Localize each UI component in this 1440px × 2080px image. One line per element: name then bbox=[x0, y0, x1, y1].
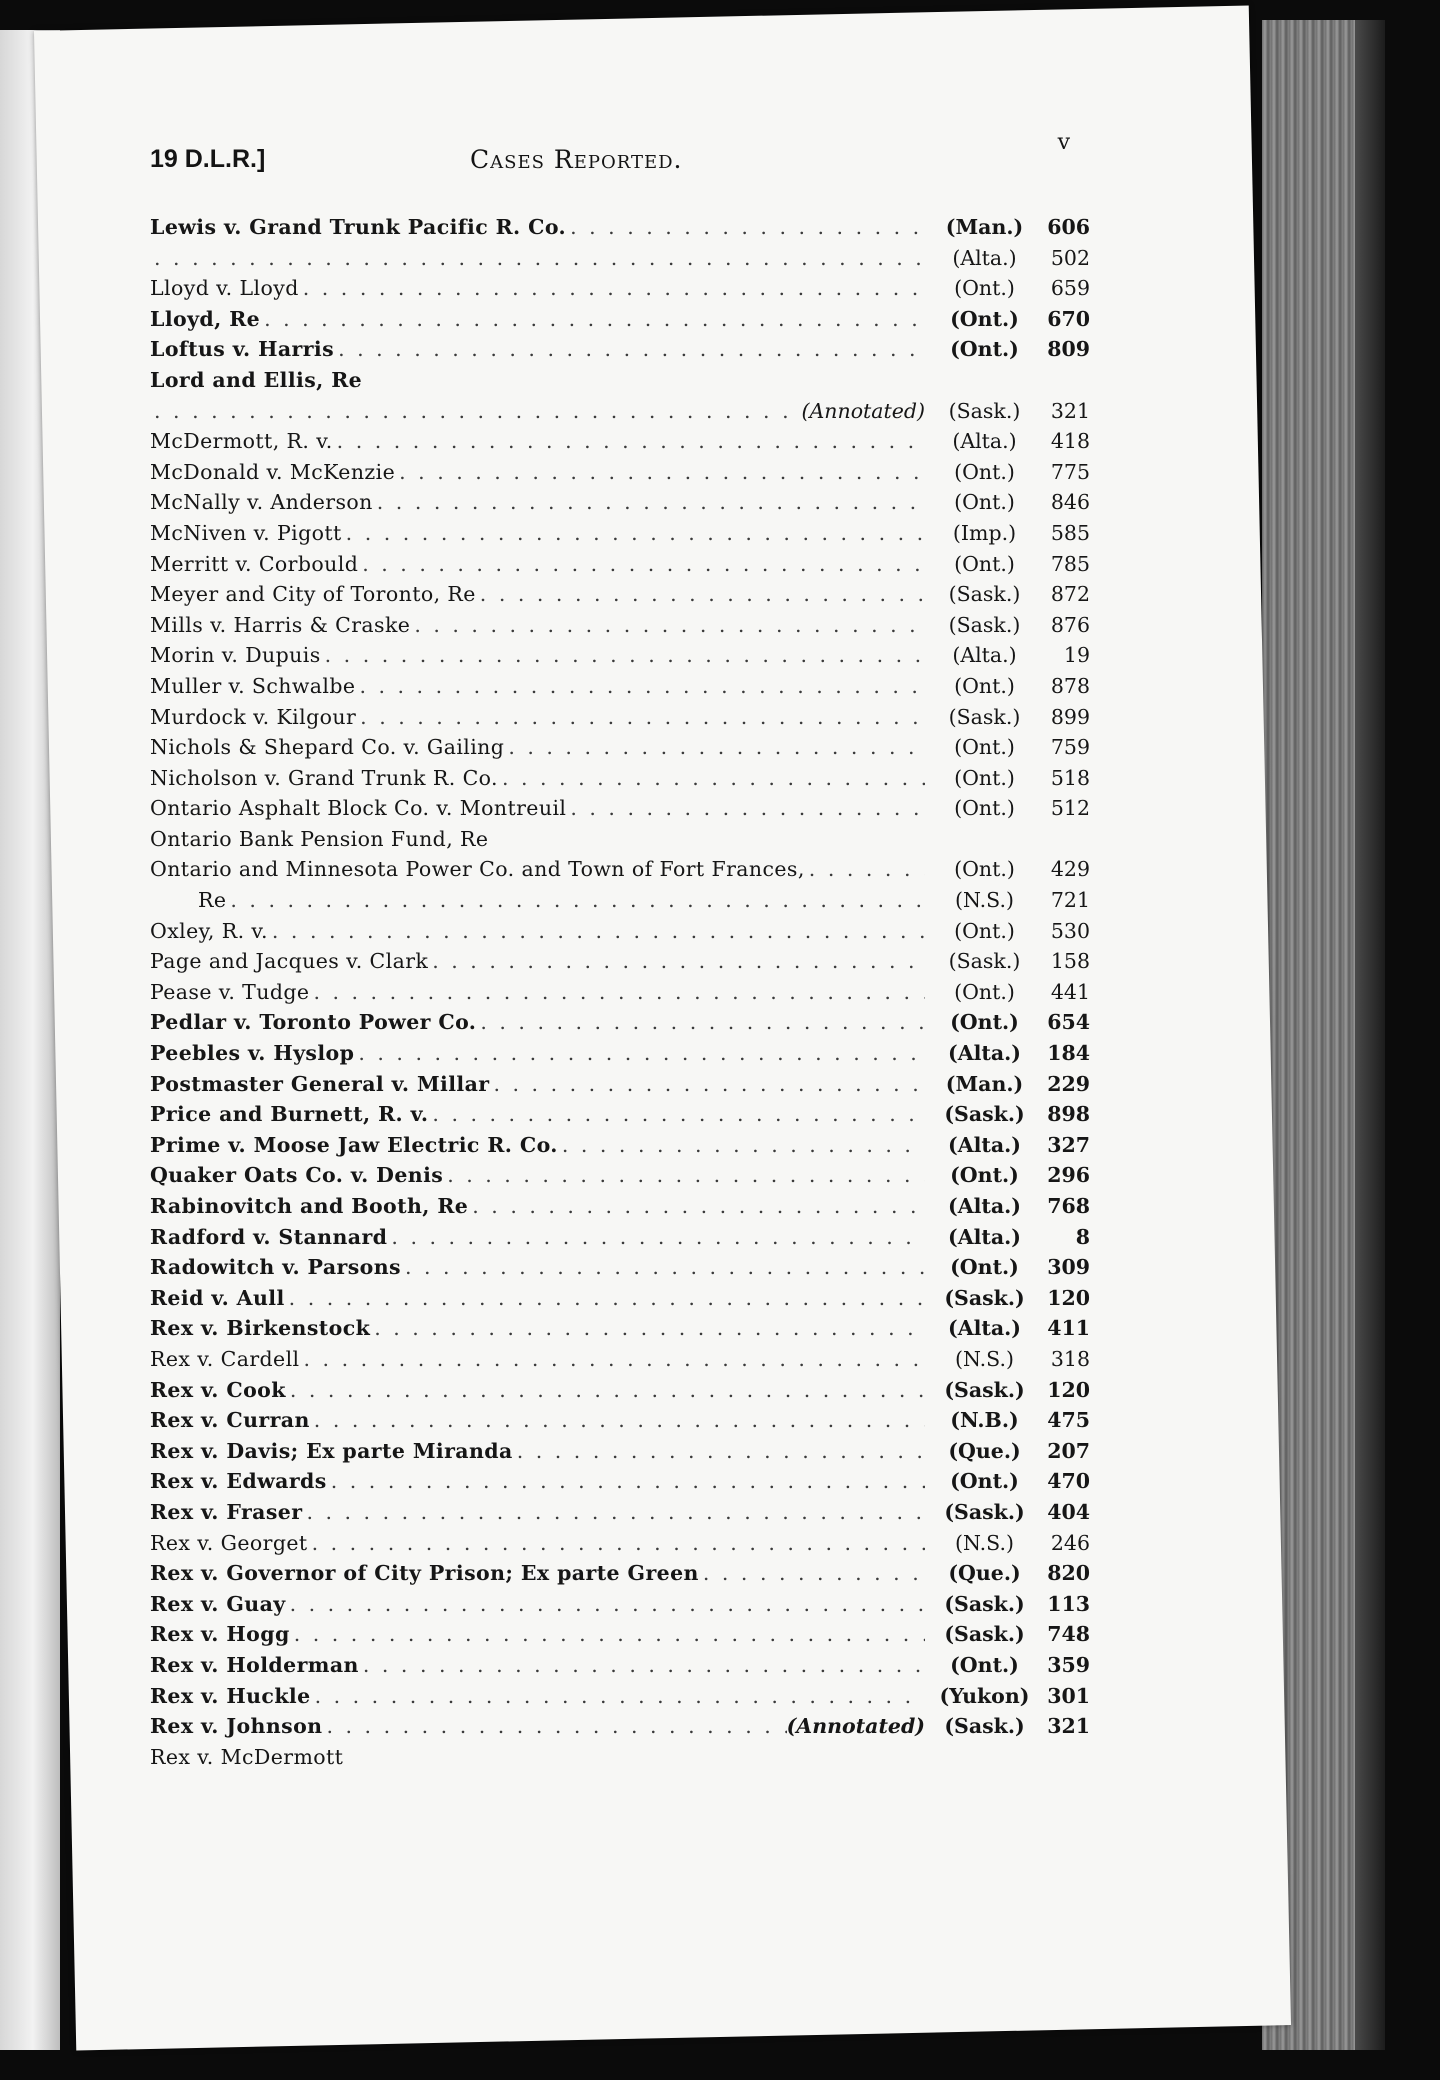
dot-leader bbox=[334, 334, 925, 365]
dot-leader bbox=[286, 1375, 925, 1406]
case-page-number: 898 bbox=[1047, 1102, 1090, 1127]
case-name: Rex v. Huckle bbox=[150, 1683, 311, 1708]
case-province: (Sask.) bbox=[948, 582, 1021, 607]
case-note: (Annotated) bbox=[801, 398, 925, 423]
dot-leader bbox=[342, 518, 925, 549]
case-entry-row bbox=[150, 518, 1090, 549]
dot-leader bbox=[333, 426, 925, 457]
case-province: (Ont.) bbox=[954, 796, 1015, 821]
dot-leader bbox=[308, 1528, 925, 1559]
case-entry-row bbox=[150, 396, 1090, 427]
case-name: McNiven v. Pigott bbox=[150, 520, 342, 545]
case-name: Mills v. Harris & Craske bbox=[150, 612, 411, 637]
case-province: (Ont.) bbox=[950, 337, 1019, 362]
case-page-number: 158 bbox=[1050, 949, 1090, 974]
case-entry-row bbox=[150, 885, 1090, 916]
case-page-number: 846 bbox=[1050, 490, 1090, 515]
case-entry-row bbox=[150, 1558, 1090, 1589]
case-name: Rex v. Edwards bbox=[150, 1469, 327, 1494]
case-name: Page and Jacques v. Clark bbox=[150, 949, 429, 974]
case-entry-row bbox=[150, 1038, 1090, 1069]
case-page-number: 418 bbox=[1050, 429, 1090, 454]
case-name: Rex v. Hogg bbox=[150, 1622, 290, 1647]
dot-leader bbox=[401, 1252, 925, 1283]
case-page-number: 876 bbox=[1050, 612, 1090, 637]
dot-leader bbox=[260, 304, 925, 335]
case-page-number: 721 bbox=[1050, 888, 1090, 913]
case-name: Radford v. Stannard bbox=[150, 1224, 388, 1249]
case-entry-row bbox=[150, 426, 1090, 457]
dot-leader bbox=[468, 1191, 925, 1222]
case-page-number: 184 bbox=[1047, 1041, 1090, 1066]
case-page-number: 207 bbox=[1047, 1438, 1090, 1463]
case-entry-row bbox=[150, 1497, 1090, 1528]
case-province: (Alta.) bbox=[948, 1132, 1021, 1157]
case-province: (Ont.) bbox=[950, 1255, 1019, 1280]
case-entry-row bbox=[150, 916, 1090, 947]
dot-leader bbox=[311, 1681, 925, 1712]
dot-leader bbox=[476, 1007, 925, 1038]
case-entry-row bbox=[150, 365, 1090, 396]
case-page-number: 670 bbox=[1047, 306, 1090, 331]
case-page-number: 120 bbox=[1047, 1377, 1090, 1402]
case-entry-row bbox=[150, 671, 1090, 702]
case-name: Murdock v. Kilgour bbox=[150, 704, 357, 729]
case-note: (Annotated) bbox=[786, 1714, 925, 1739]
dot-leader bbox=[489, 1069, 925, 1100]
dot-leader bbox=[268, 916, 925, 947]
page-numeral: v bbox=[1057, 130, 1070, 155]
case-province: (Sask.) bbox=[948, 949, 1021, 974]
case-name: Ontario Bank Pension Fund, Re bbox=[150, 826, 489, 851]
dot-leader bbox=[359, 1650, 925, 1681]
case-entry-row bbox=[150, 1466, 1090, 1497]
dot-leader bbox=[410, 610, 925, 641]
case-name: Rex v. Cook bbox=[150, 1377, 286, 1402]
case-page-number: 296 bbox=[1047, 1163, 1090, 1188]
case-entry-row bbox=[150, 1405, 1090, 1436]
case-province: (Alta.) bbox=[948, 1041, 1021, 1066]
case-name: Rex v. McDermott bbox=[150, 1744, 344, 1769]
case-page-number: 318 bbox=[1050, 1346, 1090, 1371]
dot-leader bbox=[370, 1313, 925, 1344]
case-page-number: 411 bbox=[1047, 1316, 1090, 1341]
case-entry-row bbox=[150, 824, 1090, 855]
case-province: (Ont.) bbox=[954, 490, 1015, 515]
case-page-number: 785 bbox=[1050, 551, 1090, 576]
case-province: (Ont.) bbox=[954, 459, 1015, 484]
case-name: Price and Burnett, R. v. bbox=[150, 1102, 429, 1127]
case-page-number: 899 bbox=[1050, 704, 1090, 729]
case-name: Oxley, R. v. bbox=[150, 918, 268, 943]
case-page-number: 872 bbox=[1050, 582, 1090, 607]
case-page-number: 8 bbox=[1075, 1224, 1090, 1249]
case-page-number: 654 bbox=[1047, 1010, 1090, 1035]
case-province: (Sask.) bbox=[944, 1714, 1025, 1739]
case-province: (Que.) bbox=[948, 1438, 1021, 1463]
case-province: (Man.) bbox=[945, 215, 1024, 239]
case-page-number: 309 bbox=[1047, 1255, 1090, 1280]
case-page-number: 19 bbox=[1063, 643, 1090, 668]
case-page-number: 470 bbox=[1047, 1469, 1090, 1494]
case-name: Rex v. Cardell bbox=[150, 1346, 300, 1371]
dot-leader bbox=[327, 1466, 925, 1497]
case-province: (Ont.) bbox=[954, 276, 1015, 301]
dot-leader bbox=[226, 885, 925, 916]
case-name: Postmaster General v. Millar bbox=[150, 1071, 490, 1096]
case-name: Rex v. Guay bbox=[150, 1591, 286, 1616]
case-page-number: 229 bbox=[1047, 1071, 1090, 1096]
case-name: Meyer and City of Toronto, Re bbox=[150, 582, 476, 607]
case-entry-row bbox=[150, 977, 1090, 1008]
dot-leader bbox=[299, 273, 925, 304]
dot-leader bbox=[428, 946, 925, 977]
case-name: Lord and Ellis, Re bbox=[150, 367, 363, 392]
case-name: McDermott, R. v. bbox=[150, 429, 333, 454]
case-page-number: 359 bbox=[1047, 1652, 1090, 1677]
dot-leader bbox=[150, 396, 801, 427]
dot-leader bbox=[566, 793, 925, 824]
case-province: (Sask.) bbox=[944, 1499, 1025, 1524]
dot-leader bbox=[476, 579, 925, 610]
case-entry-row bbox=[150, 579, 1090, 610]
case-page-number: 246 bbox=[1050, 1530, 1090, 1555]
dot-leader bbox=[150, 243, 925, 274]
case-province: (Alta.) bbox=[948, 1316, 1021, 1341]
case-entry-row bbox=[150, 1681, 1090, 1712]
case-entry-row bbox=[150, 610, 1090, 641]
running-title: Cases Reported. bbox=[470, 145, 683, 174]
case-name: Lewis v. Grand Trunk Pacific R. Co. bbox=[150, 215, 567, 239]
case-entry-row bbox=[150, 1069, 1090, 1100]
dot-leader bbox=[322, 1711, 786, 1742]
dot-leader bbox=[504, 732, 925, 763]
case-province: (Ont.) bbox=[950, 1163, 1019, 1188]
case-province: (Sask.) bbox=[944, 1377, 1025, 1402]
case-province: (Ont.) bbox=[954, 765, 1015, 790]
case-entry-row bbox=[150, 1344, 1090, 1375]
case-page-number: 512 bbox=[1050, 796, 1090, 821]
case-page-number: 820 bbox=[1047, 1561, 1090, 1586]
case-province: (Alta.) bbox=[948, 1224, 1021, 1249]
case-page-number: 441 bbox=[1050, 979, 1090, 1004]
case-name: Rex v. Governor of City Prison; Ex parte Green bbox=[150, 1561, 699, 1586]
dot-leader bbox=[387, 1222, 925, 1253]
case-entry-row bbox=[150, 1191, 1090, 1222]
case-province: (N.S.) bbox=[955, 1530, 1014, 1555]
case-province: (Ont.) bbox=[954, 918, 1015, 943]
case-entry-row bbox=[150, 549, 1090, 580]
dot-leader bbox=[805, 854, 925, 885]
case-province: (Man.) bbox=[945, 1071, 1024, 1096]
case-province: (Sask.) bbox=[944, 1591, 1025, 1616]
case-entry-row bbox=[150, 457, 1090, 488]
dot-leader bbox=[321, 640, 925, 671]
case-name: McDonald v. McKenzie bbox=[150, 459, 396, 484]
case-name: Lloyd v. Lloyd bbox=[150, 276, 299, 301]
case-name: Reid v. Aull bbox=[150, 1285, 285, 1310]
case-name: Lloyd, Re bbox=[150, 306, 261, 331]
case-entry-row bbox=[150, 273, 1090, 304]
case-name: Quaker Oats Co. v. Denis bbox=[150, 1163, 444, 1188]
case-province: (Sask.) bbox=[944, 1102, 1025, 1127]
case-page-number: 775 bbox=[1050, 459, 1090, 484]
case-name: Rex v. Davis; Ex parte Miranda bbox=[150, 1438, 513, 1463]
case-entry-row bbox=[150, 212, 1090, 243]
case-entry-row bbox=[150, 304, 1090, 335]
case-page-number: 120 bbox=[1047, 1285, 1090, 1310]
case-page-number: 659 bbox=[1050, 276, 1090, 301]
dot-leader bbox=[443, 1160, 925, 1191]
book-cover-edge bbox=[1355, 20, 1385, 2050]
case-entry-row bbox=[150, 732, 1090, 763]
case-name: Radowitch v. Parsons bbox=[150, 1255, 401, 1280]
volume-label: 19 D.L.R.] bbox=[150, 145, 266, 173]
case-province: (Sask.) bbox=[944, 1622, 1025, 1647]
case-entry-row bbox=[150, 487, 1090, 518]
dot-leader bbox=[356, 702, 925, 733]
case-entry-row bbox=[150, 640, 1090, 671]
case-page-number: 748 bbox=[1047, 1622, 1090, 1647]
dot-leader bbox=[558, 1130, 925, 1161]
dot-leader bbox=[566, 212, 925, 243]
dot-leader bbox=[373, 487, 925, 518]
case-name: Rex v. Birkenstock bbox=[150, 1316, 371, 1341]
case-entry-row bbox=[150, 946, 1090, 977]
case-entry-row bbox=[150, 1375, 1090, 1406]
case-province: (Ont.) bbox=[954, 979, 1015, 1004]
case-page-number: 404 bbox=[1047, 1499, 1090, 1524]
case-name: Rex v. Georget bbox=[150, 1530, 308, 1555]
case-name: Rex v. Curran bbox=[150, 1408, 310, 1433]
case-province: (Que.) bbox=[948, 1561, 1021, 1586]
dot-leader bbox=[302, 1497, 925, 1528]
case-province: (Ont.) bbox=[950, 306, 1019, 331]
case-page-number: 475 bbox=[1047, 1408, 1090, 1433]
case-entry-row bbox=[150, 1436, 1090, 1467]
case-entry-row bbox=[150, 1528, 1090, 1559]
dot-leader bbox=[286, 1589, 925, 1620]
dot-leader bbox=[300, 1344, 925, 1375]
case-entry-row bbox=[150, 702, 1090, 733]
case-name: Rex v. Holderman bbox=[150, 1652, 359, 1677]
case-province: (Sask.) bbox=[948, 704, 1021, 729]
case-province: (Yukon) bbox=[939, 1683, 1030, 1708]
case-province: (Alta.) bbox=[952, 429, 1017, 454]
case-page-number: 585 bbox=[1050, 520, 1090, 545]
dot-leader bbox=[290, 1619, 925, 1650]
case-name: Ontario and Minnesota Power Co. and Town of Fort Frances, bbox=[150, 857, 805, 882]
case-province: (Sask.) bbox=[944, 1285, 1025, 1310]
case-name: Rex v. Fraser bbox=[150, 1499, 303, 1524]
case-entry-row bbox=[150, 1313, 1090, 1344]
dot-leader bbox=[513, 1436, 925, 1467]
case-province: (Ont.) bbox=[950, 1469, 1019, 1494]
case-page-number: 759 bbox=[1050, 735, 1090, 760]
case-province: (N.B.) bbox=[950, 1408, 1019, 1433]
case-page-number: 321 bbox=[1050, 398, 1090, 423]
case-province: (N.S.) bbox=[955, 888, 1014, 913]
case-province: (Sask.) bbox=[948, 612, 1021, 637]
case-entry-row bbox=[150, 1222, 1090, 1253]
case-province: (Ont.) bbox=[954, 857, 1015, 882]
case-page-number: 301 bbox=[1047, 1683, 1090, 1708]
case-province: (Ont.) bbox=[954, 673, 1015, 698]
case-province: (Alta.) bbox=[952, 643, 1017, 668]
case-page-number: 321 bbox=[1047, 1714, 1090, 1739]
case-province: (Ont.) bbox=[950, 1010, 1019, 1035]
dot-leader bbox=[699, 1558, 925, 1589]
case-entry-row bbox=[150, 1160, 1090, 1191]
case-province: (Ont.) bbox=[954, 551, 1015, 576]
dot-leader bbox=[309, 977, 925, 1008]
case-entry-row bbox=[150, 854, 1090, 885]
case-entry-row bbox=[150, 1007, 1090, 1038]
case-name: Rabinovitch and Booth, Re bbox=[150, 1194, 469, 1218]
case-entry-row bbox=[150, 1711, 1090, 1742]
case-entry-row bbox=[150, 243, 1090, 274]
case-name: Loftus v. Harris bbox=[150, 337, 335, 362]
dot-leader bbox=[395, 457, 925, 488]
case-name: Rex v. Johnson bbox=[150, 1714, 323, 1739]
case-name: Pedlar v. Toronto Power Co. bbox=[150, 1010, 477, 1035]
case-name: Pease v. Tudge bbox=[150, 979, 310, 1004]
case-entry-row bbox=[150, 1283, 1090, 1314]
case-name: Nichols & Shepard Co. v. Gailing bbox=[150, 735, 505, 760]
case-entry-row bbox=[150, 1619, 1090, 1650]
dot-leader bbox=[355, 671, 925, 702]
case-name: Re bbox=[198, 888, 227, 913]
case-entry-row bbox=[150, 763, 1090, 794]
case-name: McNally v. Anderson bbox=[150, 490, 373, 515]
running-header bbox=[150, 130, 1070, 185]
case-page-number: 530 bbox=[1050, 918, 1090, 943]
case-name: Merritt v. Corbould bbox=[150, 551, 359, 576]
cases-reported-list bbox=[150, 212, 1090, 1772]
case-page-number: 809 bbox=[1047, 337, 1090, 362]
case-page-number: 768 bbox=[1047, 1194, 1090, 1218]
dot-leader bbox=[354, 1038, 925, 1069]
case-province: (Ont.) bbox=[954, 735, 1015, 760]
case-page-number: 502 bbox=[1050, 245, 1090, 270]
case-entry-row bbox=[150, 1252, 1090, 1283]
case-province: (Alta.) bbox=[948, 1194, 1021, 1218]
case-name: Morin v. Dupuis bbox=[150, 643, 321, 668]
case-page-number: 878 bbox=[1050, 673, 1090, 698]
case-page-number: 518 bbox=[1050, 765, 1090, 790]
case-entry-row bbox=[150, 1650, 1090, 1681]
case-page-number: 606 bbox=[1047, 215, 1090, 239]
case-page-number: 327 bbox=[1047, 1132, 1090, 1157]
case-province: (Alta.) bbox=[952, 245, 1017, 270]
dot-leader bbox=[498, 763, 925, 794]
case-name: Prime v. Moose Jaw Electric R. Co. bbox=[150, 1132, 558, 1157]
case-name: Ontario Asphalt Block Co. v. Montreuil bbox=[150, 796, 567, 821]
case-province: (Sask.) bbox=[948, 398, 1021, 423]
case-province: (Ont.) bbox=[950, 1652, 1019, 1677]
case-page-number: 113 bbox=[1047, 1591, 1090, 1616]
case-entry-row bbox=[150, 793, 1090, 824]
dot-leader bbox=[428, 1099, 925, 1130]
case-entry-row bbox=[150, 1130, 1090, 1161]
case-name: Peebles v. Hyslop bbox=[150, 1041, 355, 1066]
case-province: (N.S.) bbox=[955, 1346, 1014, 1371]
case-entry-row bbox=[150, 1589, 1090, 1620]
case-name: Muller v. Schwalbe bbox=[150, 673, 356, 698]
dot-leader bbox=[358, 549, 925, 580]
dot-leader bbox=[285, 1283, 925, 1314]
dot-leader bbox=[310, 1405, 925, 1436]
case-entry-row bbox=[150, 1099, 1090, 1130]
case-entry-row bbox=[150, 334, 1090, 365]
case-province: (Imp.) bbox=[952, 520, 1017, 545]
case-entry-row bbox=[150, 1742, 1090, 1773]
case-name: Nicholson v. Grand Trunk R. Co. bbox=[150, 765, 498, 790]
case-page-number: 429 bbox=[1050, 857, 1090, 882]
